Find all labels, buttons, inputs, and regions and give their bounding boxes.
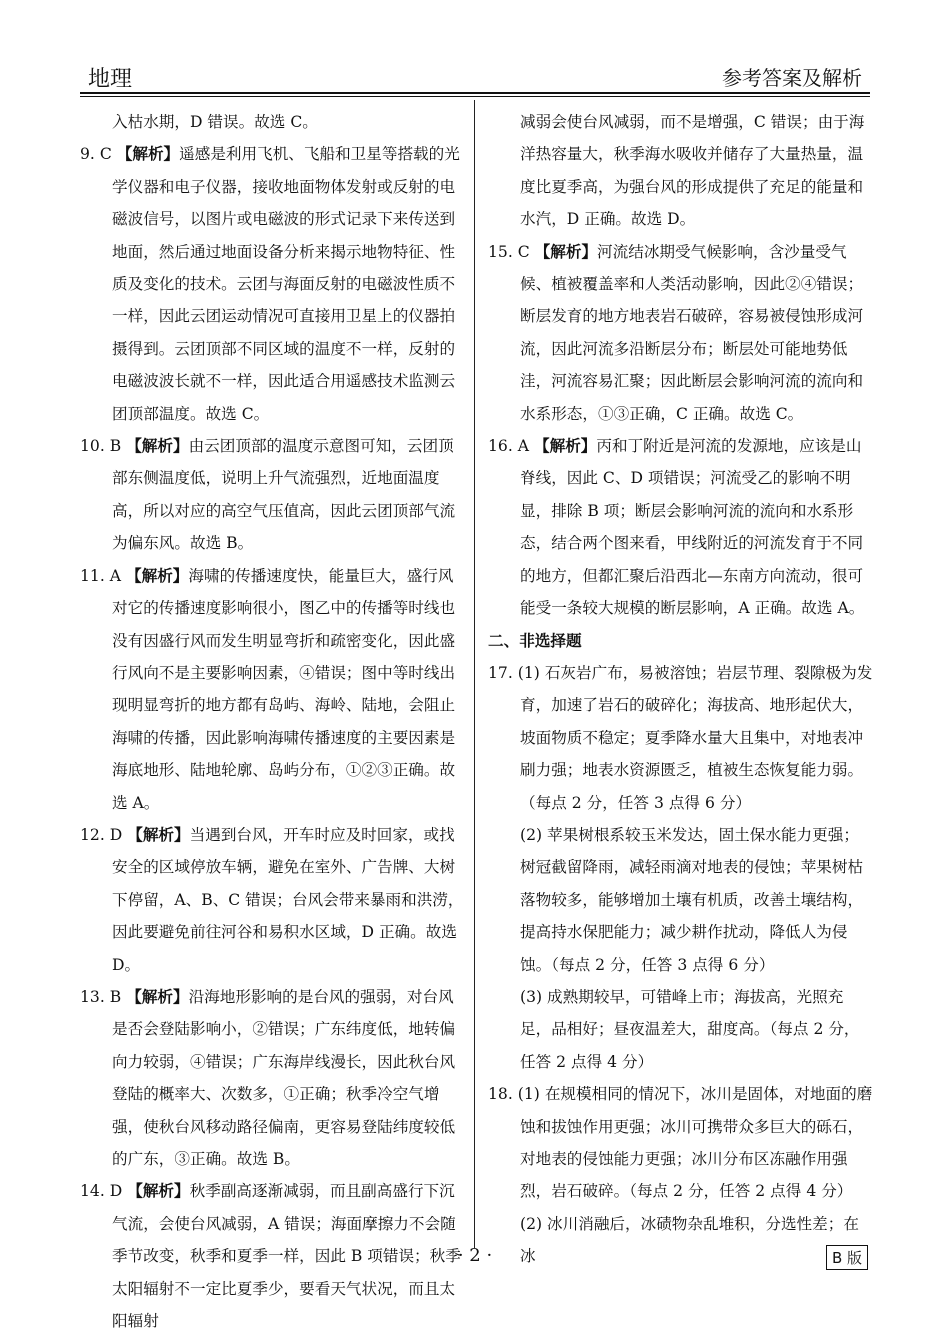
answer-number: 10. B [80, 437, 122, 456]
analysis-tag: 【解析】 [126, 566, 189, 585]
answer-item [80, 138, 465, 430]
answer-number: 13. B [80, 987, 122, 1006]
answer-text: 秋季副高逐渐减弱，而且副高盛行下沉气流，会使台风减弱，A 错误；海面摩擦力不会随季节改变，秋季和夏季一样，因此 B 项错误；秋季太阳辐射不一定比夏季少，要看天气状况，而且太阳辐射 [112, 1182, 461, 1331]
analysis-tag: 【解析】 [534, 242, 598, 261]
page-number: · 2 · [457, 1245, 493, 1266]
answer-text: (1) 在规模相同的情况下，冰川是固体，对地面的磨蚀和拔蚀作用更强；冰川可携带众多巨大的砾石，对地表的侵蚀能力更强；冰川分布区冻融作用强烈，岩石破碎。（每点 2 分，任答 2 点得 4 分） [517, 1085, 873, 1201]
continued-text: 减弱会使台风减弱，而不是增强，C 错误；由于海洋热容量大，秋季海水吸收并储存了大量热量，温度比夏季高，为强台风的形成提供了充足的能量和水汽，D 正确。故选 D。 [520, 113, 865, 229]
answer-number: 18. [488, 1085, 513, 1104]
answer-text: 由云团顶部的温度示意图可知，云团顶部东侧温度低，说明上升气流强烈，近地面温度高，所以对应的高空气压值高，因此云团顶部气流为偏东风。故选 B。 [112, 437, 456, 553]
answer-number: 11. A [80, 566, 122, 585]
answer-text: (1) 石灰岩广布，易被溶蚀；岩层节理、裂隙极为发育，加速了岩石的破碎化；海拔高、地形起伏大，坡面物质不稳定；夏季降水量大且集中，对地表冲刷力强；地表水资源匮乏，植被生态恢复能力弱。（每点 2 分，任答 3 点得 6 分） [517, 663, 873, 812]
edition-badge: B 版 [826, 1245, 868, 1270]
analysis-tag: 【解析】 [126, 987, 189, 1006]
answer-text: 河流结冰期受气候影响，含沙量受气候、植被覆盖率和人类活动影响，因此②④错误；断层发育的地方地表岩石破碎，容易被侵蚀形成河流，因此河流多沿断层分布；断层处可能地势低洼，河流容易汇聚；因此断层会影响河流的流向和水系形态，①③正确，C 正确。故选 C。 [520, 242, 864, 423]
answer-number: 15. C [488, 242, 530, 261]
answer-item [488, 1078, 873, 1208]
answer-item [80, 560, 465, 819]
section-heading: 二、非选择题 [488, 631, 582, 650]
right-column [488, 106, 873, 1273]
sub-answer: (2) 冰川消融后，冰碛物杂乱堆积，分选性差；在冰 [520, 1214, 859, 1266]
analysis-tag: 【解析】 [127, 1182, 190, 1201]
answer-text: 海啸的传播速度快，能量巨大，盛行风对它的传播速度影响很小，图乙中的传播等时线也没有因盛行风而发生明显弯折和疏密变化，因此盛行风向不是主要影响因素，④错误；图中等时线出现明显弯折的地方都有岛屿、海岭、陆地，会阻止海啸的传播，因此影响海啸传播速度的主要因素是海底地形、陆地轮廓、岛屿分布，①②③正确。故选 A。 [112, 566, 456, 812]
column-divider [474, 100, 475, 1248]
answer-number: 12. D [80, 825, 123, 844]
page-header [80, 58, 870, 94]
answer-item [80, 981, 465, 1175]
answer-text: 丙和丁附近是河流的发源地，应该是山脊线，因此 C、D 项错误；河流受乙的影响不明显，排除 B 项；断层会影响河流的流向和水系形态，结合两个图来看，甲线附近的河流发育于不同的地方，但都汇聚后沿西北—东南方向流动，很可能受一条较大规模的断层影响，A 正确。故选 A。 [520, 437, 865, 618]
answer-number: 17. [488, 663, 513, 682]
answer-item [488, 430, 873, 624]
answer-number: 9. C [80, 145, 112, 164]
analysis-tag: 【解析】 [127, 825, 190, 844]
sub-answer: (3) 成熟期较早，可错峰上市；海拔高，光照充足，品相好；昼夜温差大，甜度高。（每点 2 分，任答 2 点得 4 分） [520, 987, 860, 1071]
left-column [80, 106, 465, 1337]
answer-text: 沿海地形影响的是台风的强弱，对台风是否会登陆影响小，②错误；广东纬度低，地转偏向力较弱，④错误；广东海岸线漫长，因此秋台风登陆的概率大、次数多，①正确；秋季冷空气增强，使秋台风移动路径偏南，更容易登陆纬度较低的广东，③正确。故选 B。 [112, 987, 456, 1168]
answer-item [488, 657, 873, 819]
header-rule [80, 92, 870, 94]
answer-item [488, 236, 873, 430]
analysis-tag: 【解析】 [116, 145, 180, 164]
answer-item [80, 430, 465, 560]
answer-number: 14. D [80, 1182, 123, 1201]
continued-text: 入枯水期，D 错误。故选 C。 [112, 113, 318, 131]
header-title: 参考答案及解析 [722, 66, 862, 90]
answer-item [80, 819, 465, 981]
answer-text: 遥感是利用飞机、飞船和卫星等搭载的光学仪器和电子仪器，接收地面物体发射或反射的电磁波信号，以图片或电磁波的形式记录下来传送到地面，然后通过地面设备分析来揭示地物特征、性质及变化的技术。云团与海面反射的电磁波性质不一样，因此云团运动情况可直接用卫星上的仪器拍摄得到。云团顶部不同区域的温度不一样，反射的电磁波波长就不一样，因此适合用遥感技术监测云团顶部温度。故选 C。 [112, 145, 460, 423]
header-rule-thin [80, 96, 870, 97]
answer-number: 16. A [488, 437, 530, 456]
analysis-tag: 【解析】 [126, 437, 189, 456]
analysis-tag: 【解析】 [534, 437, 597, 456]
subject-label: 地理 [88, 67, 133, 92]
sub-answer: (2) 苹果树根系较玉米发达，固土保水能力更强；树冠截留降雨，减轻雨滴对地表的侵蚀；苹果树枯落物较多，能够增加土壤有机质，改善土壤结构，提高持水保肥能力；减少耕作扰动，降低人为侵蚀。（每点 2 分，任答 3 点得 6 分） [520, 825, 864, 974]
answer-text: 当遇到台风，开车时应及时回家，或找安全的区域停放车辆，避免在室外、广告牌、大树下停留，A、B、C 错误；台风会带来暴雨和洪涝，因此要避免前往河谷和易积水区域，D 正确。故选 D。 [112, 825, 464, 974]
